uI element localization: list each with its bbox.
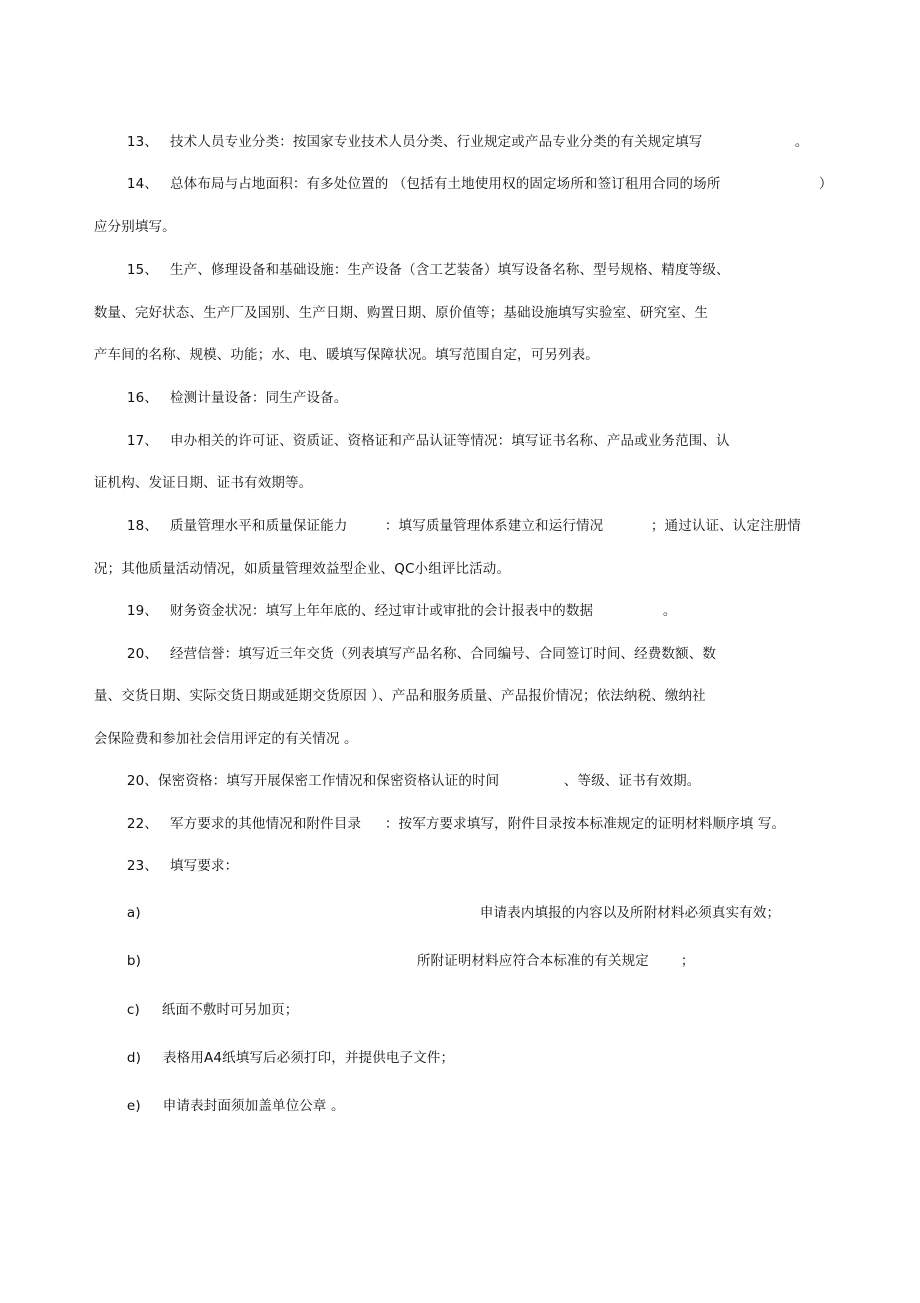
requirement-text: 所附证明材料应符合本标准的有关规定 — [416, 953, 649, 969]
item-number: 23、 — [126, 858, 159, 874]
item-text: 经营信誉：填写近三年交货（列表填写产品名称、合同编号、合同签订时间、经费数额、数 — [170, 646, 717, 662]
item-18-end — [642, 499, 801, 535]
item-number: 20、 — [126, 773, 159, 789]
item-number: 16、 — [126, 390, 159, 406]
item-20a — [118, 627, 716, 663]
requirement-c — [118, 983, 298, 1019]
item-22 — [118, 797, 361, 833]
item-text: ：按军方要求填写，附件目录按本标准规定的证明材料顺序填 写。 — [384, 816, 786, 832]
item-text: ） — [818, 176, 833, 192]
item-number: 19、 — [126, 603, 159, 619]
item-number: 20、 — [126, 646, 159, 662]
item-18-line2 — [85, 542, 510, 578]
requirement-text: 表格用A4纸填写后必须打印，并提供电子文件； — [163, 1050, 455, 1066]
item-18-mid — [376, 499, 603, 535]
item-text: 质量管理水平和质量保证能力 — [170, 518, 348, 534]
item-text: 会保险费和参加社会信用评定的有关情况 。 — [93, 731, 358, 747]
requirement-a-text — [471, 886, 780, 922]
item-23 — [118, 839, 238, 875]
item-text: 数量、完好状态、生产厂及国别、生产日期、购置日期、原价值等；基础设施填写实验室、研究室、生 — [93, 305, 709, 321]
item-19-tail — [654, 584, 677, 620]
item-text: 况；其他质量活动情况，如质量管理效益型企业、QC小组评比活动。 — [93, 561, 511, 577]
item-15-line3 — [85, 328, 599, 364]
item-text: 产车间的名称、规模、功能；水、电、暖填写保障状况。填写范围自定，可另列表。 — [93, 347, 599, 363]
item-22-tail — [376, 797, 785, 833]
item-number: 18、 — [126, 518, 159, 534]
item-20b-tail — [555, 754, 700, 790]
item-number: 15、 — [126, 262, 159, 278]
requirement-label: d) — [126, 1050, 142, 1066]
item-16 — [118, 371, 347, 407]
requirement-text: ； — [680, 953, 695, 969]
item-text: 检测计量设备：同生产设备。 — [170, 390, 348, 406]
item-14-tail — [810, 157, 833, 193]
requirement-d — [118, 1031, 454, 1067]
requirement-label: c) — [126, 1002, 140, 1018]
item-19 — [118, 584, 593, 620]
item-number: 17、 — [126, 433, 159, 449]
item-number: 14、 — [126, 176, 159, 192]
item-17 — [118, 414, 730, 450]
item-20b — [118, 754, 499, 790]
requirement-a-label — [118, 886, 141, 922]
item-number: 22、 — [126, 816, 159, 832]
item-text: ；通过认证、认定注册情 — [650, 518, 802, 534]
item-text: 。 — [794, 134, 809, 150]
item-13 — [118, 115, 702, 151]
item-text: 军方要求的其他情况和附件目录 — [170, 816, 362, 832]
requirement-b-tail — [672, 934, 695, 970]
item-text: 、等级、证书有效期。 — [563, 773, 701, 789]
item-text: 技术人员专业分类：按国家专业技术人员分类、行业规定或产品专业分类的有关规定填写 — [170, 134, 703, 150]
item-15 — [118, 243, 730, 279]
item-text: 保密资格：填写开展保密工作情况和保密资格认证的时间 — [158, 773, 500, 789]
requirement-b-label — [118, 934, 141, 970]
item-14-line2 — [85, 200, 176, 236]
item-20a-line2 — [85, 669, 706, 705]
item-text: 财务资金状况：填写上年年底的、经过审计或审批的会计报表中的数据 — [170, 603, 594, 619]
requirement-text: 纸面不敷时可另加页； — [161, 1002, 299, 1018]
item-text: 申办相关的许可证、资质证、资格证和产品认证等情况：填写证书名称、产品或业务范围、认 — [170, 433, 730, 449]
item-18 — [118, 499, 347, 535]
requirement-text: 申请表内填报的内容以及所附材料必须真实有效； — [479, 905, 781, 921]
item-13-tail — [786, 115, 809, 151]
item-17-line2 — [85, 456, 312, 492]
item-text: 。 — [662, 603, 677, 619]
item-text: ：填写质量管理体系建立和运行情况 — [384, 518, 604, 534]
item-15-line2 — [85, 286, 708, 322]
item-text: 生产、修理设备和基础设施：生产设备（含工艺装备）填写设备名称、型号规格、精度等级、 — [170, 262, 730, 278]
requirement-e — [118, 1079, 345, 1115]
item-20a-line3 — [85, 712, 358, 748]
item-text: 总体布局与占地面积：有多处位置的 （包括有土地使用权的固定场所和签订租用合同的场所 — [170, 176, 721, 192]
item-text: 应分别填写。 — [93, 219, 176, 235]
item-text: 证机构、发证日期、证书有效期等。 — [93, 475, 313, 491]
requirement-b-text — [408, 934, 649, 970]
item-text: 量、交货日期、实际交货日期或延期交货原因 ）、产品和服务质量、产品报价情况；依法纳税、缴纳社 — [93, 688, 706, 704]
requirement-label: a) — [126, 905, 141, 921]
requirement-label: b) — [126, 953, 142, 969]
item-14 — [118, 157, 720, 193]
requirement-text: 申请表封面须加盖单位公章 。 — [162, 1098, 345, 1114]
item-number: 13、 — [126, 134, 159, 150]
item-text: 填写要求： — [170, 858, 239, 874]
requirement-label: e) — [126, 1098, 141, 1114]
